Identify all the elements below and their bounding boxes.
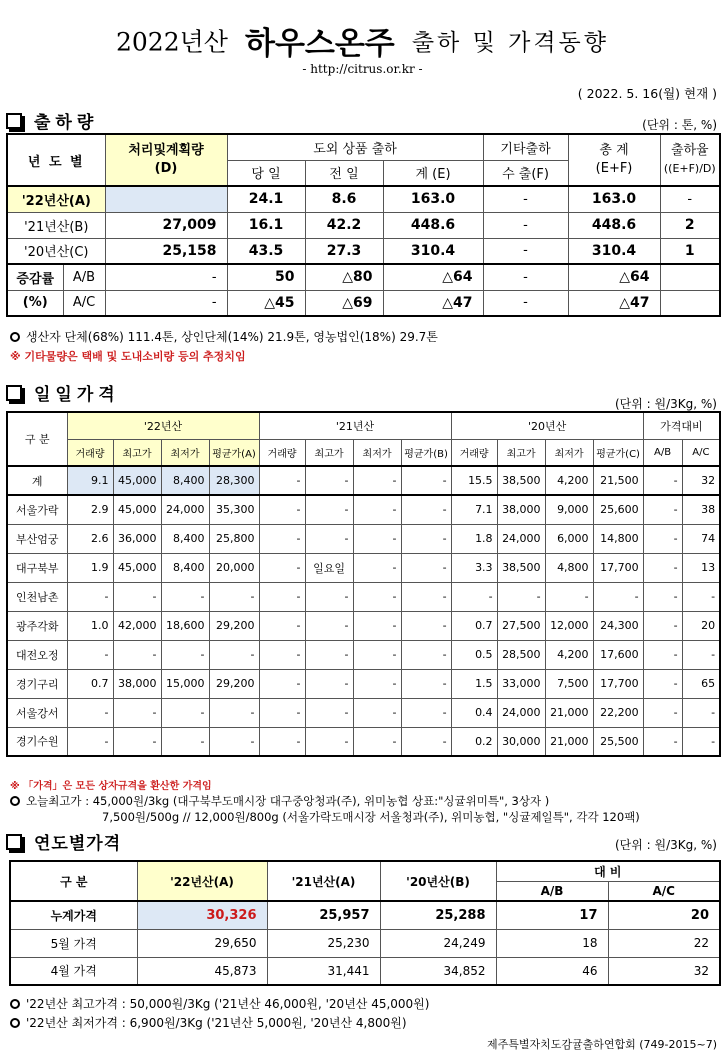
table-cell: - xyxy=(113,640,161,669)
title-brand: 하우스온주 xyxy=(245,26,395,62)
table-cell: 14,800 xyxy=(593,524,643,553)
table-cell: 17,700 xyxy=(593,669,643,698)
table-cell: - xyxy=(401,640,451,669)
table-cell: 7.1 xyxy=(451,495,497,524)
circle-bullet-icon xyxy=(10,999,20,1009)
report-date: ( 2022. 5. 16(월) 현재 ) xyxy=(577,86,717,101)
table-cell: - xyxy=(209,698,259,727)
table-cell: - xyxy=(259,495,305,524)
table-cell: 3.3 xyxy=(451,553,497,582)
table-cell: - xyxy=(305,669,353,698)
table-cell: 36,000 xyxy=(113,524,161,553)
table-cell: 1.5 xyxy=(451,669,497,698)
table-cell: - xyxy=(113,727,161,756)
table-cell: - xyxy=(209,727,259,756)
table-row xyxy=(7,524,720,553)
table-cell: - xyxy=(259,669,305,698)
col-cmp: 가격대비 xyxy=(643,412,720,439)
col-grand: 총 계 (E+F) xyxy=(568,134,660,186)
table-cell: 서울강서 xyxy=(7,698,67,727)
table-cell: - xyxy=(682,582,720,611)
col-y20: '20년산 xyxy=(451,412,643,439)
col-plan: 처리및계획량 (D) xyxy=(105,134,227,186)
table-cell: 서울가락 xyxy=(7,495,67,524)
table-cell: - xyxy=(643,495,682,524)
col-y21: '21년산(A) xyxy=(267,861,380,901)
table-row: (%) A/C - △45 △69 △47 - △47 xyxy=(7,290,720,316)
table-cell: - xyxy=(353,495,401,524)
daily-section-title: 일일가격 xyxy=(6,380,120,405)
table-row: '20년산(C) 25,158 43.5 27.3 310.4 - 310.4 1 xyxy=(7,238,720,264)
table-cell: - xyxy=(67,582,113,611)
table-row xyxy=(7,553,720,582)
table-cell: 4,800 xyxy=(545,553,593,582)
table-cell: 74 xyxy=(682,524,720,553)
table-cell: 24,300 xyxy=(593,611,643,640)
table-cell: - xyxy=(353,553,401,582)
table-cell: 12,000 xyxy=(545,611,593,640)
title-rest: 출하 및 가격동향 xyxy=(411,30,609,56)
table-cell: 17,700 xyxy=(593,553,643,582)
table-cell: - xyxy=(305,466,353,495)
table-cell: 9,000 xyxy=(545,495,593,524)
table-cell: 24,000 xyxy=(497,524,545,553)
shipment-section-title: 출하량 xyxy=(6,108,98,133)
table-cell: 7,500 xyxy=(545,669,593,698)
table-cell: 65 xyxy=(682,669,720,698)
table-cell: 21,000 xyxy=(545,727,593,756)
table-cell: - xyxy=(682,640,720,669)
col-gubun: 구 분 xyxy=(7,412,67,466)
table-cell: - xyxy=(401,727,451,756)
table-cell: 2.9 xyxy=(67,495,113,524)
table-cell: 13 xyxy=(682,553,720,582)
table-cell: 인천남촌 xyxy=(7,582,67,611)
table-cell: 35,300 xyxy=(209,495,259,524)
table-cell: 27,500 xyxy=(497,611,545,640)
table-cell: - xyxy=(113,582,161,611)
table-cell: - xyxy=(401,611,451,640)
footer-org: 제주특별자치도감귤출하연합회 (749-2015~7) xyxy=(486,1038,717,1051)
table-cell: 25,500 xyxy=(593,727,643,756)
table-cell: 42,000 xyxy=(113,611,161,640)
table-cell: 경기수원 xyxy=(7,727,67,756)
table-cell: - xyxy=(305,582,353,611)
table-cell: - xyxy=(353,466,401,495)
table-cell: - xyxy=(497,582,545,611)
table-row xyxy=(7,640,720,669)
table-cell: - xyxy=(161,727,209,756)
table-cell: - xyxy=(209,640,259,669)
table-cell: 45,000 xyxy=(113,553,161,582)
table-cell: - xyxy=(161,582,209,611)
table-row: '22년산(A) 24.1 8.6 163.0 - 163.0 - xyxy=(7,186,720,212)
yearly-section-title: 연도별가격 xyxy=(6,829,121,854)
table-cell: - xyxy=(401,466,451,495)
table-cell: - xyxy=(259,698,305,727)
table-cell: 21,000 xyxy=(545,698,593,727)
table-cell: 18,600 xyxy=(161,611,209,640)
col-gubun: 구 분 xyxy=(10,861,137,901)
table-cell: - xyxy=(643,611,682,640)
yearly-note-min: '22년산 최저가격 : 6,900원/3Kg ('21년산 5,000원, '20년산 4,800원) xyxy=(10,1014,407,1031)
table-cell: - xyxy=(353,611,401,640)
table-cell: 30,000 xyxy=(497,727,545,756)
table-cell: - xyxy=(401,524,451,553)
yearly-price-table: 구 분 '22년산(A) '21년산(A) '20년산(B) 대 비 A/B A/C 누계가격 30,326 25,957 25,288 17 20 5월 가격 29,650 25,230 24,249 18 22 4월 가격 45,873 31,441 34,852 46 32 xyxy=(9,860,721,986)
table-cell: 계 xyxy=(7,466,67,495)
daily-footnote: ※ 「가격」은 모든 상자규격을 환산한 가격임 xyxy=(10,781,212,792)
table-cell: - xyxy=(643,466,682,495)
table-cell: - xyxy=(161,698,209,727)
table-cell: 24,000 xyxy=(161,495,209,524)
table-cell: 9.1 xyxy=(67,466,113,495)
table-cell: 28,500 xyxy=(497,640,545,669)
table-cell: 45,000 xyxy=(113,466,161,495)
table-cell: - xyxy=(67,698,113,727)
table-cell: 경기구리 xyxy=(7,669,67,698)
table-cell: 22,200 xyxy=(593,698,643,727)
table-cell: - xyxy=(451,582,497,611)
table-cell: - xyxy=(305,495,353,524)
col-y21: '21년산 xyxy=(259,412,451,439)
table-cell: 4,200 xyxy=(545,466,593,495)
table-cell: - xyxy=(353,698,401,727)
table-row xyxy=(7,669,720,698)
table-cell: 0.7 xyxy=(451,611,497,640)
table-cell: - xyxy=(259,582,305,611)
table-cell: 부산엄궁 xyxy=(7,524,67,553)
table-cell: - xyxy=(209,582,259,611)
shipment-footnote: ※ 기타물량은 택배 및 도내소비량 등의 추정치임 xyxy=(10,350,246,363)
table-cell: - xyxy=(643,669,682,698)
table-cell: - xyxy=(259,524,305,553)
table-cell: - xyxy=(353,640,401,669)
yearly-note-max: '22년산 최고가격 : 50,000원/3Kg ('21년산 46,000원, '20년산 45,000원) xyxy=(10,995,429,1012)
table-cell: 6,000 xyxy=(545,524,593,553)
table-cell: 4,200 xyxy=(545,640,593,669)
table-cell: 광주각화 xyxy=(7,611,67,640)
table-cell: 45,000 xyxy=(113,495,161,524)
table-cell: 32 xyxy=(682,466,720,495)
circle-bullet-icon xyxy=(10,332,20,342)
daily-note-pack: 7,500원/500g // 12,000원/800g (서울가락도매시장 서울청과(주), 위미농협, "싱귤제일특", 각각 120팩) xyxy=(102,810,640,824)
table-cell: 33,000 xyxy=(497,669,545,698)
shipment-note: 생산자 단체(68%) 111.4톤, 상인단체(14%) 21.9톤, 영농법인(18%) 29.7톤 xyxy=(10,328,438,345)
table-cell: 1.9 xyxy=(67,553,113,582)
table-row xyxy=(7,495,720,524)
table-cell: 8,400 xyxy=(161,553,209,582)
table-row: 5월 가격 29,650 25,230 24,249 18 22 xyxy=(10,929,720,957)
table-cell: - xyxy=(643,698,682,727)
table-cell: 29,200 xyxy=(209,669,259,698)
col-today: 당 일 xyxy=(227,160,305,186)
table-cell: - xyxy=(305,698,353,727)
table-row: 누계가격 30,326 25,957 25,288 17 20 xyxy=(10,901,720,929)
table-cell: 0.4 xyxy=(451,698,497,727)
table-cell: 8,400 xyxy=(161,524,209,553)
table-cell: - xyxy=(353,727,401,756)
site-url[interactable]: - http://citrus.or.kr - xyxy=(302,62,423,76)
table-cell: - xyxy=(643,582,682,611)
checkbox-icon xyxy=(6,113,22,129)
col-rate: 출하율 ((E+F)/D) xyxy=(660,134,720,186)
table-cell: - xyxy=(401,495,451,524)
title-year: 2022년산 xyxy=(115,27,228,57)
table-cell: - xyxy=(353,669,401,698)
table-cell: 1.0 xyxy=(67,611,113,640)
table-cell: - xyxy=(353,582,401,611)
table-cell: 20,000 xyxy=(209,553,259,582)
table-cell: - xyxy=(259,466,305,495)
table-row: '21년산(B) 27,009 16.1 42.2 448.6 - 448.6 2 xyxy=(7,212,720,238)
table-cell: - xyxy=(353,524,401,553)
table-cell: - xyxy=(401,553,451,582)
shipment-table xyxy=(6,133,721,317)
col-other: 기타출하 xyxy=(483,134,568,160)
table-cell: 15.5 xyxy=(451,466,497,495)
table-cell: - xyxy=(305,611,353,640)
table-cell: 대구북부 xyxy=(7,553,67,582)
table-cell: - xyxy=(161,640,209,669)
col-y20: '20년산(B) xyxy=(380,861,496,901)
table-cell: 21,500 xyxy=(593,466,643,495)
table-cell: 1.8 xyxy=(451,524,497,553)
table-cell: 20 xyxy=(682,611,720,640)
table-cell: 38,000 xyxy=(113,669,161,698)
table-cell: - xyxy=(545,582,593,611)
table-cell: 38,500 xyxy=(497,553,545,582)
daily-price-table: 구 분 '22년산 '21년산 '20년산 가격대비 거래량 최고가 최저가 평균가(A) 거래량 최고가 최저가 평균가(B) 거래량 최고가 최저가 평균가(C) A/B A/C 계 9.1 45,000 8,400 28,300 - - - - 15.5 38,500 4,200 21,500 - 32 서울가락 2.9 45,000 24,000 35,300 - - - - 7.1 38,000 9,000 25,600 - 38 부산엄궁 2.6 36,000 8,400 25,800 - - - - 1.8 24,000 6,000 14,800 - 74 대구북부 1.9 45,000 8,400 20,000 - 일요일 - - 3.3 38,500 4,800 17,700 - 13 인천남촌 - - - - - - - - - - - - - - 광주각화 1.0 42,000 18,600 29,200 - - - - 0.7 27,500 12,000 24,300 - 20 대전오정 - - - - - - - - 0.5 28,500 4,200 17,600 - - 경기구리 0.7 38,000 15,000 29,200 - - - - 1.5 33,000 7,500 17,700 - 65 서울강서 - - - - - - - - 0.4 24,000 21,000 22,200 - - 경기수원 - - - - - - - - 0.2 30,000 21,000 25,500 - - xyxy=(6,411,721,757)
table-cell: 38,000 xyxy=(497,495,545,524)
col-domestic: 도외 상품 출하 xyxy=(227,134,483,160)
table-cell: 29,200 xyxy=(209,611,259,640)
table-cell: - xyxy=(643,524,682,553)
table-cell: - xyxy=(401,669,451,698)
table-cell: - xyxy=(305,524,353,553)
circle-bullet-icon xyxy=(10,1018,20,1028)
table-cell: - xyxy=(643,727,682,756)
table-cell: 15,000 xyxy=(161,669,209,698)
col-cmp: 대 비 xyxy=(496,861,720,881)
table-cell: 0.5 xyxy=(451,640,497,669)
col-year: 년 도 별 xyxy=(7,134,105,186)
table-row xyxy=(7,698,720,727)
table-cell: - xyxy=(401,698,451,727)
table-row xyxy=(7,727,720,756)
page-title xyxy=(0,18,725,63)
daily-note-max: 오늘최고가 : 45,000원/3kg (대구북부도매시장 대구중앙청과(주), 위미농협 상표:"싱귤위미특", 3상자 ) xyxy=(10,793,549,809)
table-row xyxy=(7,582,720,611)
table-row xyxy=(7,466,720,495)
table-cell: - xyxy=(643,640,682,669)
circle-bullet-icon xyxy=(10,796,20,806)
col-y22: '22년산 xyxy=(67,412,259,439)
table-cell: 25,800 xyxy=(209,524,259,553)
table-cell: 17,600 xyxy=(593,640,643,669)
table-cell: 24,000 xyxy=(497,698,545,727)
table-cell: - xyxy=(113,698,161,727)
table-cell: - xyxy=(682,698,720,727)
table-cell: - xyxy=(259,640,305,669)
table-cell: - xyxy=(305,640,353,669)
table-row: 4월 가격 45,873 31,441 34,852 46 32 xyxy=(10,957,720,985)
checkbox-icon xyxy=(6,385,22,401)
table-cell: 28,300 xyxy=(209,466,259,495)
table-row: 증감률 A/B - 50 △80 △64 - △64 xyxy=(7,264,720,290)
col-export: 수 출(F) xyxy=(483,160,568,186)
table-cell: 38 xyxy=(682,495,720,524)
table-cell: 8,400 xyxy=(161,466,209,495)
table-cell: - xyxy=(259,727,305,756)
holiday-label: 일요일 xyxy=(305,553,353,582)
table-row xyxy=(7,611,720,640)
table-cell: - xyxy=(305,727,353,756)
table-cell: - xyxy=(259,553,305,582)
yearly-unit: (단위 : 원/3Kg, %) xyxy=(614,838,717,852)
table-cell: 25,600 xyxy=(593,495,643,524)
col-y22: '22년산(A) xyxy=(137,861,267,901)
table-cell: - xyxy=(593,582,643,611)
table-cell: - xyxy=(401,582,451,611)
table-cell: 38,500 xyxy=(497,466,545,495)
table-cell: 2.6 xyxy=(67,524,113,553)
table-cell: - xyxy=(67,640,113,669)
table-cell: 0.2 xyxy=(451,727,497,756)
table-cell: 대전오정 xyxy=(7,640,67,669)
table-cell: - xyxy=(259,611,305,640)
daily-unit: (단위 : 원/3Kg, %) xyxy=(614,397,717,411)
shipment-unit: (단위 : 톤, %) xyxy=(642,118,717,132)
table-cell: - xyxy=(643,553,682,582)
table-cell: - xyxy=(682,727,720,756)
table-cell: 0.7 xyxy=(67,669,113,698)
col-total: 계 (E) xyxy=(383,160,483,186)
table-cell: - xyxy=(67,727,113,756)
col-prev: 전 일 xyxy=(305,160,383,186)
checkbox-icon xyxy=(6,834,22,850)
